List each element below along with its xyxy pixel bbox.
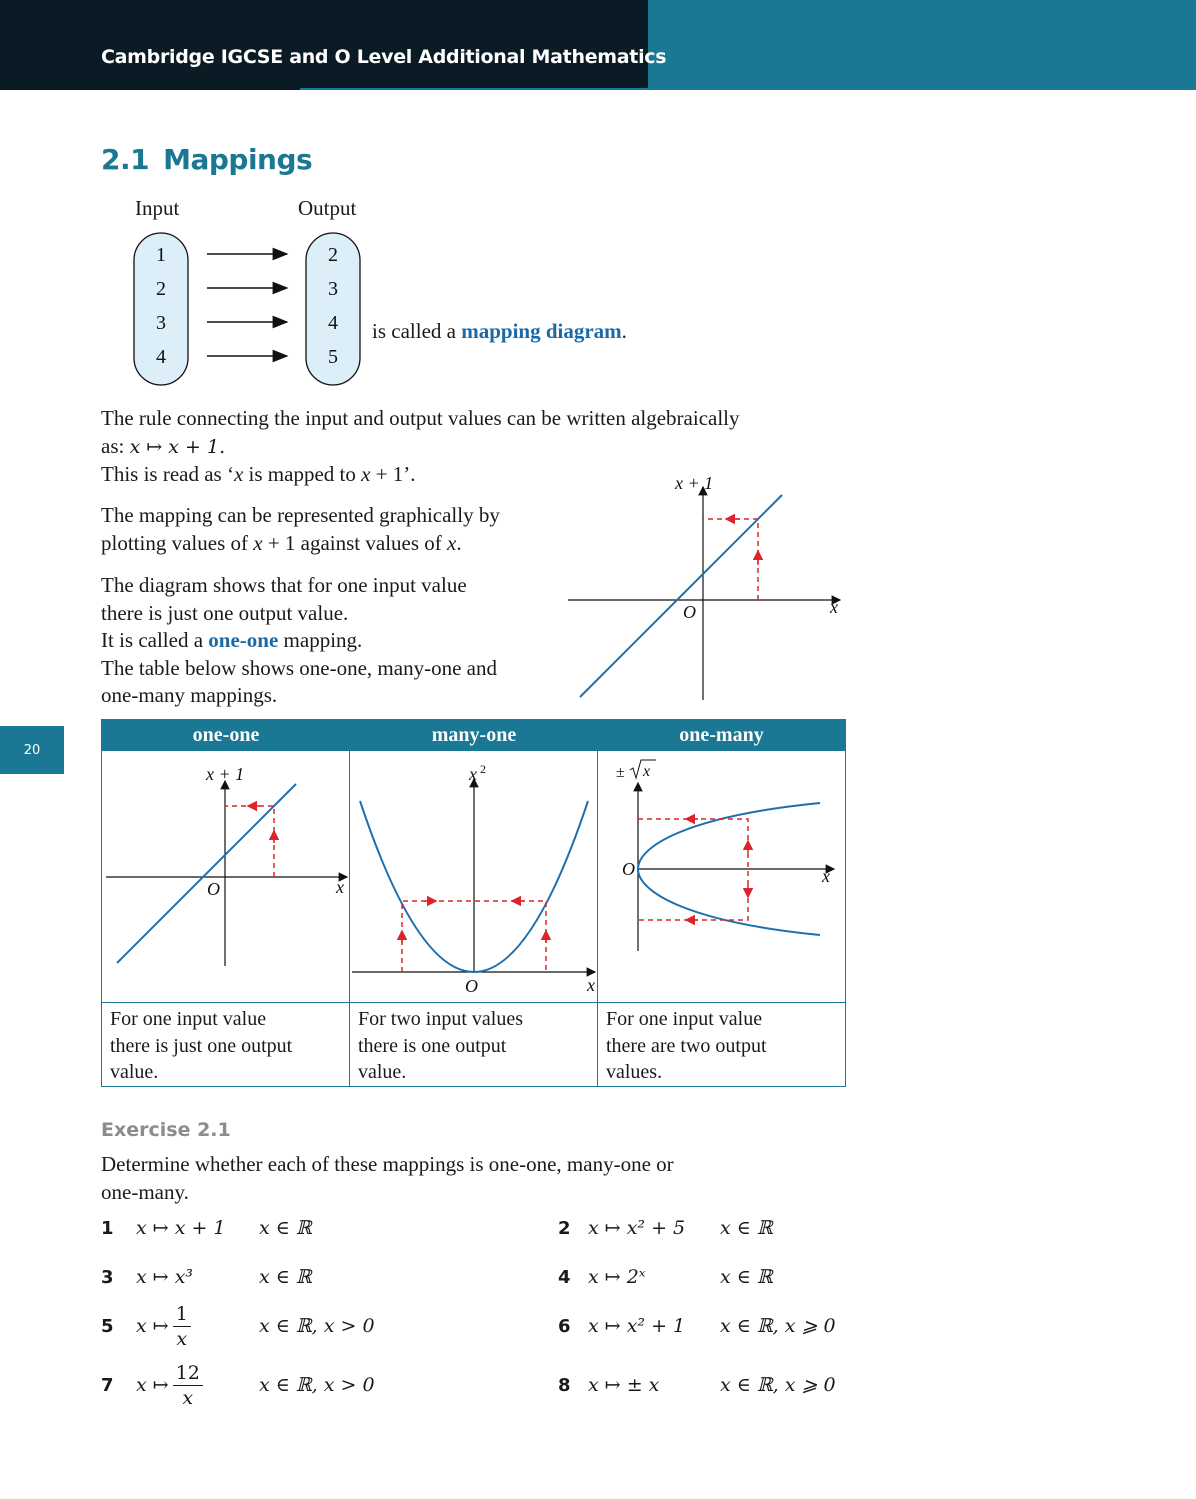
item-number: 8 [558,1374,571,1396]
item-mapping [136,1302,259,1351]
y-axis-label: x + 1 [206,764,245,784]
item-mapping: x ↦ x + 1 [136,1217,226,1239]
table-header: one-many [598,720,845,751]
line-x-plus-1 [580,495,782,697]
main-graph [560,465,850,705]
caption-line: values. [606,1061,663,1083]
math-var: x [447,530,457,555]
caption-line: value. [358,1061,407,1083]
exercise-item [558,1208,773,1248]
input-value: 2 [156,278,166,300]
text-span: plotting values of [101,530,248,555]
text-span: + 1 against values of [267,530,442,555]
math-expression: x ↦ x + 1. [129,435,226,458]
exercise-title: Exercise 2.1 [101,1119,231,1141]
paragraph-line: The table below shows one-one, many-one and [101,655,497,680]
term-mapping-diagram: mapping diagram [461,319,622,343]
page-number-tab [0,726,64,774]
header-dark-band [0,0,648,90]
text-span: . [456,530,462,555]
exercise-item [558,1257,773,1297]
input-value: 1 [156,244,166,266]
paragraph-line: The mapping can be represented graphically by [101,503,500,527]
fraction [173,1302,191,1351]
caption-line: value. [110,1061,159,1083]
paragraph-line [101,627,561,655]
term-one-one: one-one [208,628,279,652]
origin-label: O [207,879,220,899]
paragraph-line: there is just one output value. [101,600,349,625]
caption-line: there are two output [606,1034,767,1057]
mapping-diagram [125,228,370,390]
exercise-item [558,1365,836,1405]
paragraph-line: one-many mappings. [101,683,278,707]
mapping-diagram-caption [372,318,627,346]
item-number: 7 [101,1374,114,1396]
exercise-item [558,1306,836,1346]
fraction-numerator: 1 [173,1302,191,1327]
x-axis-label: x [587,975,595,995]
graph-many-one [350,751,597,1002]
item-mapping [136,1361,259,1410]
output-value: 3 [328,278,338,300]
item-domain: x ∈ ℝ, x > 0 [259,1374,375,1396]
curve-minus-sqrt-x [638,869,820,935]
caption-line: For two input values [358,1008,523,1030]
item-domain: x ∈ ℝ [259,1266,312,1288]
fraction [173,1361,203,1410]
item-mapping: x ↦ ± x [588,1374,660,1396]
caption-suffix: . [621,319,627,343]
pm-symbol: ± [616,764,625,781]
item-domain: x ∈ ℝ [259,1217,312,1239]
table-header: one-one [102,720,350,751]
section-number: 2.1 [101,143,150,176]
item-number: 5 [101,1315,114,1337]
line-x-plus-1 [117,784,296,963]
caption-one-many [606,1006,836,1086]
caption-many-one [358,1006,588,1086]
exercise-item [101,1208,312,1248]
math-var: x [361,462,371,486]
exercise-item [101,1359,375,1411]
sqrt-argument: x [643,763,651,780]
section-title [101,143,312,176]
output-label: Output [298,196,357,220]
y-axis-label: x + 1 [675,473,714,493]
page-number: 20 [23,742,41,758]
paragraph-line: The diagram shows that for one input value [101,573,467,597]
label-base: x [469,764,477,784]
item-mapping: x ↦ x³ [136,1266,194,1288]
text-span: This is read as ‘ [101,462,234,486]
table-divider [102,1002,845,1003]
text-span: It is called a [101,628,204,652]
item-domain: x ∈ ℝ [720,1266,773,1288]
fraction-numerator: 12 [173,1361,203,1386]
output-value: 2 [328,244,338,266]
caption-line: For one input value [110,1008,267,1030]
paragraph-line [101,433,841,462]
item-number: 4 [558,1266,571,1288]
dashed-mapping-path [703,519,758,600]
paragraph-line: one-many. [101,1179,189,1204]
math-var: x [233,462,244,486]
book-title: Cambridge IGCSE and O Level Additional Mathematics [101,46,667,68]
header-underline [300,88,648,90]
item-domain: x ∈ ℝ, x ⩾ 0 [720,1374,836,1396]
text-span: mapping. [283,628,363,652]
x-axis-label: x [822,866,830,886]
item-number: 2 [558,1217,571,1239]
input-label: Input [135,196,180,220]
item-domain: x ∈ ℝ, x > 0 [259,1315,375,1337]
text-span: as: [101,433,125,458]
input-value: 4 [156,346,166,368]
origin-label: O [622,859,635,879]
item-domain: x ∈ ℝ [720,1217,773,1239]
caption-line: there is just one output [110,1034,293,1057]
map-prefix: x ↦ [136,1315,169,1337]
table-header: many-one [350,720,598,751]
paragraph-line: The rule connecting the input and output values can be written algebraically [101,406,740,430]
math-var: x [253,530,263,555]
y-axis-label [468,762,486,784]
origin-label: O [465,976,478,996]
label-exponent: 2 [480,762,486,776]
x-axis-label: x [336,877,344,897]
mappings-table [101,719,846,1087]
curve-plus-sqrt-x [638,803,820,869]
text-span: + 1’. [370,462,416,486]
item-number: 6 [558,1315,571,1337]
text-span: is mapped to [243,462,362,486]
output-value: 4 [328,312,338,334]
origin-label: O [683,602,696,622]
section-name: Mappings [163,143,313,176]
caption-prefix: is called a [372,319,456,343]
exercise-intro [101,1151,841,1206]
paragraph-graphical [101,502,561,557]
dashed-mapping-path [225,806,274,877]
output-value: 5 [328,346,338,368]
fraction-denominator: x [182,1386,194,1409]
item-mapping: x ↦ x² + 1 [588,1315,686,1337]
fraction-denominator: x [176,1327,188,1350]
map-prefix: x ↦ [136,1374,169,1396]
item-mapping: x ↦ 2ˣ [588,1266,646,1288]
graph-one-many [598,751,845,1002]
item-domain: x ∈ ℝ, x ⩾ 0 [720,1315,836,1337]
caption-line: For one input value [606,1008,763,1030]
caption-line: there is one output [358,1034,507,1057]
paragraph-line: Determine whether each of these mappings is one-one, many-one or [101,1152,674,1176]
item-number: 1 [101,1217,114,1239]
item-number: 3 [101,1266,114,1288]
paragraph-one-one [101,572,561,710]
caption-one-one [110,1006,340,1086]
x-axis-label: x [830,597,838,617]
input-value: 3 [156,312,166,334]
exercise-item [101,1300,375,1352]
header-teal-band [648,0,1196,90]
item-mapping: x ↦ x² + 5 [588,1217,686,1239]
graph-one-one [102,751,349,1002]
exercise-item [101,1257,312,1297]
paragraph-line [101,530,561,558]
